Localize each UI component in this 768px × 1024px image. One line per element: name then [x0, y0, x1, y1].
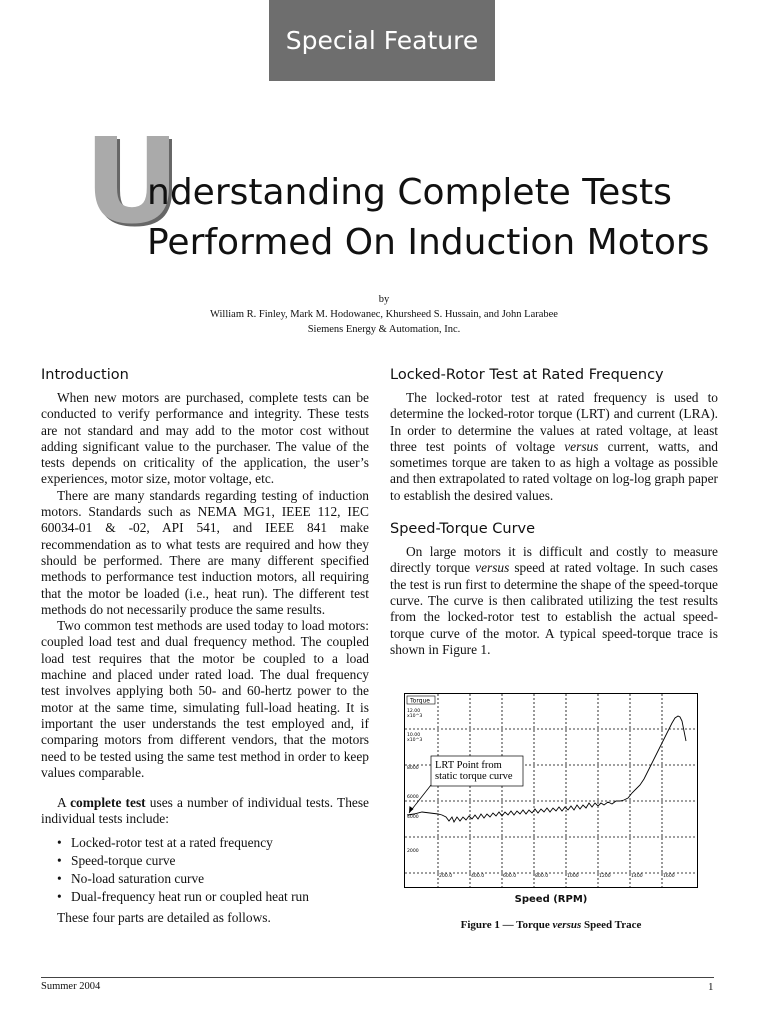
intro-paragraph-4: [41, 795, 369, 828]
byline-authors: William R. Finley, Mark M. Hodowanec, Khursheed S. Hussain, and John Larabee: [210, 309, 558, 320]
x-tick-label: 800.0: [535, 874, 549, 879]
right-column: [390, 366, 718, 658]
locked-text-b: current, watts, and sometimes torque are taken to as high a voltage as possible and then extrapolated to rated voltage on log-log graph paper to establish the desired values.: [390, 438, 718, 503]
y-tick-label: 8000: [407, 766, 419, 771]
footer-rule: [41, 977, 714, 978]
st-text-a: On large motors it is difficult and costly to measure directly torque: [390, 544, 718, 576]
x-tick-label: 200.0: [439, 874, 453, 879]
byline-affiliation: Siemens Energy & Automation, Inc.: [307, 324, 461, 335]
page-number: 1: [708, 981, 714, 993]
locked-text-a: The locked-rotor test at rated frequency is used to determine the locked-rotor torque (LRT) and current (LRA). In order to determine the values at rated voltage, at least three test points of voltage: [390, 390, 718, 454]
caption-versus: versus: [552, 919, 582, 931]
intro-paragraph-3: Two common test methods are used today to load motors: coupled load test and dual frequency method. The coupled load test requires that the motor be coupled to a load machine and placed under rated load. The dual frequency test involves applying both 50- and 60-hertz power to the motor at the same time, simulating full-load heating. It is important the user understands the test employed and, if comparing motors from different vendors, that the motors need to be tested using the same test method in order to keep values comparable.: [41, 618, 369, 780]
intro-paragraph-1: When new motors are purchased, complete tests can be conducted to verify performance and integrity. These tests are not standard and may add to the motor cost without adding significant value to the purchaser. The value of the tests depends on criticality of the application, the user’s experiences, motor size, motor voltage, etc.: [41, 390, 369, 487]
special-feature-banner: [269, 0, 495, 81]
caption-text-b: Speed Trace: [581, 919, 642, 931]
x-tick-label: 1200: [599, 874, 611, 879]
speed-torque-paragraph: [390, 544, 718, 658]
legend-label: Torque: [410, 697, 430, 705]
introduction-heading: Introduction: [41, 367, 129, 383]
st-text-b: speed at rated voltage. In such cases the test is run first to determine the shape of the speed-torque curve. The curve is then calibrated utilizing the test results from the locked-rotor test to establish the actual speed-torque curve of the motor. A typical speed-torque trace is shown in Figure 1.: [390, 560, 718, 657]
figure-frame: [405, 694, 698, 888]
list-item: • No-load saturation curve: [57, 870, 369, 888]
y-tick-label: 12.00: [407, 709, 421, 714]
title-line-1: nderstanding Complete Tests: [147, 172, 672, 213]
figure-x-axis-label: Speed (RPM): [514, 894, 588, 905]
x-tick-label: 1000: [567, 874, 579, 879]
banner-label: Special Feature: [285, 26, 479, 55]
p4-pre: A: [57, 795, 71, 811]
locked-versus: versus: [564, 438, 599, 454]
test-list: [41, 834, 369, 906]
locked-rotor-paragraph: [390, 390, 718, 504]
y-tick-label: 10.00: [407, 733, 421, 738]
complete-test-term: complete test: [70, 795, 146, 811]
list-item: • Dual-frequency heat run or coupled heat run: [57, 888, 369, 906]
x-tick-label: 1600: [663, 874, 675, 879]
p4-post: uses a number of individual tests. These individual tests include:: [41, 795, 369, 827]
x-tick-label: 400.0: [471, 874, 485, 879]
y-tick-label: 2000: [407, 849, 419, 854]
article-title: [147, 168, 709, 268]
annotation-line-2: static torque curve: [435, 771, 513, 782]
y-tick-label: x10^3: [407, 714, 423, 719]
list-item: • Speed-torque curve: [57, 852, 369, 870]
locked-rotor-heading: Locked-Rotor Test at Rated Frequency: [390, 367, 664, 383]
footer-issue: Summer 2004: [41, 981, 101, 992]
list-item: • Locked-rotor test at a rated frequency: [57, 834, 369, 852]
y-tick-label: x10^3: [407, 738, 423, 743]
title-line-2: Performed On Induction Motors: [147, 222, 710, 263]
x-tick-label: 1400: [631, 874, 643, 879]
y-tick-label: 6000: [407, 795, 419, 800]
torque-speed-figure: [404, 693, 698, 888]
caption-text-a: Figure 1 — Torque: [460, 919, 553, 931]
y-tick-label: 4000: [407, 815, 419, 820]
st-versus: versus: [475, 560, 510, 576]
left-column: [41, 366, 369, 926]
intro-paragraph-2: There are many standards regarding testing of induction motors. Standards such as NEMA MG1, IEEE 112, IEC 60034-01 & -02, API 541, and IEEE 841 make recommendation as to what tests are required and how they should be performed. There are many different specified methods to performance test induction motors, all requiring that the motor be loaded (i.e., heat run). The different test methods do not necessarily produce the same results.: [41, 487, 369, 617]
title-dropcap: U: [84, 112, 180, 250]
annotation-line-1: LRT Point from: [435, 760, 502, 771]
byline-by: by: [378, 294, 390, 305]
x-tick-label: 600.0: [503, 874, 517, 879]
figure-caption: [404, 919, 698, 931]
intro-paragraph-5: These four parts are detailed as follows.: [57, 909, 271, 925]
speed-torque-heading: Speed-Torque Curve: [390, 521, 536, 538]
byline: [0, 292, 768, 337]
